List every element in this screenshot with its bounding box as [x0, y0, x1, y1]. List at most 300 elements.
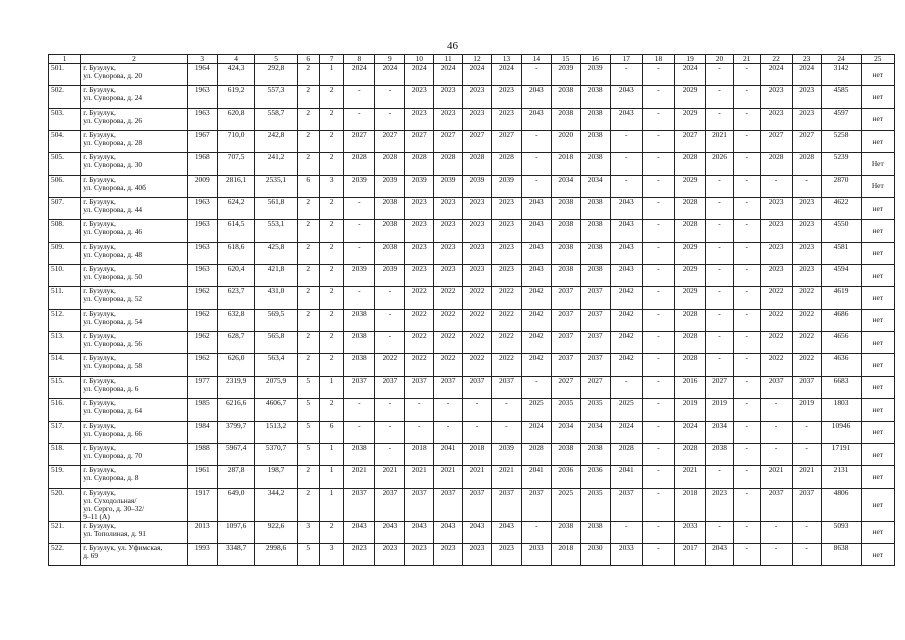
table-cell: 2033	[521, 543, 551, 565]
table-cell: 2319,9	[217, 376, 255, 398]
table-cell: 2	[319, 309, 343, 331]
table-cell: 5	[297, 376, 319, 398]
table-cell: 2037	[491, 376, 521, 398]
table-cell: 1963	[187, 242, 217, 264]
table-cell: 2	[297, 64, 319, 86]
row-number: 509.	[49, 242, 81, 264]
table-cell: 2037	[580, 287, 610, 309]
table-cell: 2029	[675, 108, 706, 130]
table-cell: 2030	[580, 543, 610, 565]
table-cell: 2022	[375, 354, 405, 376]
table-cell: 2	[297, 309, 319, 331]
table-cell: -	[642, 220, 674, 242]
table-cell: 2022	[405, 287, 434, 309]
table-cell: 2029	[675, 175, 706, 197]
table-cell: 2	[297, 198, 319, 220]
table-cell: 2023	[760, 86, 792, 108]
table-cell: 2	[319, 354, 343, 376]
table-cell: 6	[319, 421, 343, 443]
column-number: 23	[792, 55, 821, 64]
row-number: 517.	[49, 421, 81, 443]
row-number: 521.	[49, 521, 81, 543]
table-cell: -	[733, 376, 760, 398]
table-cell: 2043	[610, 198, 642, 220]
table-cell: 2038	[375, 198, 405, 220]
address-cell: г. Бузулук, ул. Суворова, д. 50	[81, 265, 188, 287]
table-cell: 2022	[491, 354, 521, 376]
table-cell: 242,8	[255, 131, 297, 153]
table-cell: 2023	[706, 488, 734, 521]
table-cell: 2038	[551, 86, 580, 108]
table-cell: 2037	[463, 488, 492, 521]
table-cell: 2021	[463, 466, 492, 488]
table-cell: 2028	[675, 309, 706, 331]
table-cell: -	[733, 108, 760, 130]
table-cell: 2023	[491, 242, 521, 264]
table-cell: 2038	[580, 220, 610, 242]
table-cell: 2022	[760, 354, 792, 376]
table-cell: 2042	[610, 309, 642, 331]
table-cell: 2998,6	[255, 543, 297, 565]
table-cell: -	[344, 108, 375, 130]
table-cell: -	[706, 354, 734, 376]
table-cell: -	[375, 309, 405, 331]
table-cell: 2037	[405, 376, 434, 398]
table-cell: -	[642, 153, 674, 175]
column-number: 16	[580, 55, 610, 64]
table-cell: 2038	[551, 108, 580, 130]
table-cell: 2038	[551, 443, 580, 465]
table-cell: 2023	[405, 198, 434, 220]
table-cell: 2	[319, 131, 343, 153]
table-cell: 1	[319, 64, 343, 86]
table-cell: нет	[861, 242, 894, 264]
table-cell: 2028	[610, 443, 642, 465]
table-cell: 2	[319, 108, 343, 130]
table-cell: 1993	[187, 543, 217, 565]
table-cell: 2037	[434, 376, 463, 398]
table-cell: 2043	[375, 521, 405, 543]
table-row	[49, 354, 895, 376]
table-cell: 2023	[405, 108, 434, 130]
table-cell: -	[706, 220, 734, 242]
table-cell: -	[405, 421, 434, 443]
table-cell: 2022	[434, 287, 463, 309]
table-cell: 2043	[405, 521, 434, 543]
table-row	[49, 287, 895, 309]
table-cell: 2037	[344, 488, 375, 521]
table-cell: 3142	[821, 64, 861, 86]
table-cell: -	[375, 443, 405, 465]
table-cell: 4581	[821, 242, 861, 264]
table-cell: 2029	[675, 265, 706, 287]
address-cell: г. Бузулук, ул. Суворова, д. 40б	[81, 175, 188, 197]
address-cell: г. Бузулук, ул. Суворова, д. 44	[81, 198, 188, 220]
row-number: 520.	[49, 488, 81, 521]
table-cell: 2043	[491, 521, 521, 543]
table-cell: 2021	[675, 466, 706, 488]
table-cell: 2042	[610, 287, 642, 309]
table-cell: 2028	[521, 443, 551, 465]
table-cell: 2042	[610, 332, 642, 354]
table-cell: 2023	[405, 220, 434, 242]
table-cell: 2022	[760, 287, 792, 309]
table-cell: нет	[861, 443, 894, 465]
table-cell: 2027	[706, 376, 734, 398]
table-cell: 2037	[580, 332, 610, 354]
table-cell: 2023	[434, 220, 463, 242]
row-number: 508.	[49, 220, 81, 242]
table-cell: 2043	[610, 265, 642, 287]
column-number: 5	[255, 55, 297, 64]
table-cell: 1963	[187, 86, 217, 108]
table-cell: 2018	[405, 443, 434, 465]
table-cell: 1513,2	[255, 421, 297, 443]
table-row	[49, 198, 895, 220]
table-cell: 2	[297, 488, 319, 521]
table-row	[49, 543, 895, 565]
table-cell: -	[610, 175, 642, 197]
table-cell: -	[491, 421, 521, 443]
table-cell: -	[610, 521, 642, 543]
column-number: 6	[297, 55, 319, 64]
table-cell: 4594	[821, 265, 861, 287]
table-cell: 1	[319, 376, 343, 398]
table-cell: 2816,1	[217, 175, 255, 197]
table-cell: 1097,6	[217, 521, 255, 543]
column-number: 25	[861, 55, 894, 64]
table-cell: -	[760, 521, 792, 543]
table-cell: нет	[861, 466, 894, 488]
table-cell: 2039	[344, 265, 375, 287]
table-cell: -	[792, 521, 821, 543]
table-cell: 2038	[580, 153, 610, 175]
table-cell: нет	[861, 488, 894, 521]
table-cell: нет	[861, 543, 894, 565]
column-number: 1	[49, 55, 81, 64]
table-cell: 2038	[344, 354, 375, 376]
table-cell: 2037	[344, 376, 375, 398]
table-cell: 425,8	[255, 242, 297, 264]
table-cell: 2043	[521, 198, 551, 220]
table-cell: -	[642, 521, 674, 543]
table-cell: нет	[861, 399, 894, 421]
table-cell: 2041	[434, 443, 463, 465]
table-cell: 2016	[675, 376, 706, 398]
table-cell: 2075,9	[255, 376, 297, 398]
table-cell: 2027	[375, 131, 405, 153]
table-cell: 2021	[792, 466, 821, 488]
table-cell: 565,8	[255, 332, 297, 354]
table-cell: 2039	[434, 175, 463, 197]
column-number: 12	[463, 55, 492, 64]
table-row	[49, 443, 895, 465]
table-cell: 2022	[463, 309, 492, 331]
column-number: 20	[706, 55, 734, 64]
table-cell: 632,8	[217, 309, 255, 331]
table-cell: 2	[297, 153, 319, 175]
table-cell: 2019	[706, 399, 734, 421]
table-cell: 2027	[792, 131, 821, 153]
table-cell: Нет	[861, 175, 894, 197]
table-cell: 2019	[792, 399, 821, 421]
table-cell: -	[733, 86, 760, 108]
row-number: 503.	[49, 108, 81, 130]
table-cell: 2021	[706, 131, 734, 153]
table-cell: 2870	[821, 175, 861, 197]
row-number: 522.	[49, 543, 81, 565]
table-cell: 2013	[187, 521, 217, 543]
address-cell: г. Бузулук, ул. Суворова, д. 52	[81, 287, 188, 309]
table-cell: нет	[861, 265, 894, 287]
table-cell: 2023	[405, 242, 434, 264]
table-cell: 4606,7	[255, 399, 297, 421]
table-cell: -	[706, 175, 734, 197]
address-cell: г. Бузулук, ул. Суворова, д. 28	[81, 131, 188, 153]
table-cell: 2028	[463, 153, 492, 175]
table-cell: 2	[297, 287, 319, 309]
table-cell: 710,0	[217, 131, 255, 153]
table-cell: 2038	[344, 443, 375, 465]
address-cell: г. Бузулук, ул. Суворова, д. 54	[81, 309, 188, 331]
table-cell: нет	[861, 64, 894, 86]
table-cell: 2038	[344, 309, 375, 331]
table-cell: -	[521, 376, 551, 398]
table-cell: -	[706, 242, 734, 264]
table-cell: 292,8	[255, 64, 297, 86]
table-cell: 2043	[521, 265, 551, 287]
table-cell: 1968	[187, 153, 217, 175]
table-cell: 2	[319, 287, 343, 309]
table-cell: 2027	[491, 131, 521, 153]
table-cell: 1962	[187, 354, 217, 376]
table-cell: 2041	[521, 466, 551, 488]
column-number: 2	[81, 55, 188, 64]
table-cell: 2038	[580, 86, 610, 108]
table-cell: 2024	[463, 64, 492, 86]
address-cell: г. Бузулук, ул. Суходольная/ ул. Серго, д. 30–32/ 9–11 (А)	[81, 488, 188, 521]
table-cell: 2021	[760, 466, 792, 488]
row-number: 501.	[49, 64, 81, 86]
table-cell: -	[706, 521, 734, 543]
table-cell: 2035	[580, 488, 610, 521]
table-cell: 5258	[821, 131, 861, 153]
table-cell: 2022	[405, 309, 434, 331]
table-cell: 2043	[706, 543, 734, 565]
table-cell: 241,2	[255, 153, 297, 175]
table-cell: 1963	[187, 198, 217, 220]
table-cell: -	[642, 131, 674, 153]
table-cell: 2023	[463, 265, 492, 287]
table-cell: 2028	[491, 153, 521, 175]
address-cell: г. Бузулук, ул. Суворова, д. 64	[81, 399, 188, 421]
table-cell: 2023	[491, 86, 521, 108]
table-cell: 2021	[434, 466, 463, 488]
table-cell: -	[733, 242, 760, 264]
table-cell: 2023	[434, 108, 463, 130]
table-cell: 2023	[405, 543, 434, 565]
table-cell: 2038	[580, 242, 610, 264]
table-cell: 4686	[821, 309, 861, 331]
table-cell: 2043	[344, 521, 375, 543]
table-cell: 558,7	[255, 108, 297, 130]
table-cell: -	[642, 242, 674, 264]
column-number: 13	[491, 55, 521, 64]
table-cell: 2037	[551, 309, 580, 331]
column-number: 7	[319, 55, 343, 64]
table-cell: -	[642, 332, 674, 354]
column-number: 24	[821, 55, 861, 64]
table-cell: 287,8	[217, 466, 255, 488]
table-cell: 2022	[434, 354, 463, 376]
table-cell: 628,7	[217, 332, 255, 354]
table-cell: 2	[319, 153, 343, 175]
table-cell: -	[733, 64, 760, 86]
table-cell: -	[344, 399, 375, 421]
table-cell: -	[733, 332, 760, 354]
table-cell: 3799,7	[217, 421, 255, 443]
table-cell: нет	[861, 332, 894, 354]
table-cell: 2023	[375, 543, 405, 565]
table-cell: 3	[319, 175, 343, 197]
table-cell: 2036	[580, 466, 610, 488]
table-cell: 2039	[405, 175, 434, 197]
table-cell: -	[405, 399, 434, 421]
address-cell: г. Бузулук, ул. Суворова, д. 70	[81, 443, 188, 465]
table-cell: 6216,6	[217, 399, 255, 421]
table-cell: -	[733, 399, 760, 421]
table-cell: 2023	[491, 108, 521, 130]
table-cell: 2037	[375, 488, 405, 521]
table-cell: 614,5	[217, 220, 255, 242]
table-cell: -	[610, 131, 642, 153]
table-cell: 2027	[580, 376, 610, 398]
table-cell: 553,1	[255, 220, 297, 242]
table-cell: 2042	[521, 287, 551, 309]
table-cell: -	[760, 399, 792, 421]
row-number: 519.	[49, 466, 81, 488]
table-cell: -	[344, 198, 375, 220]
table-cell: 2023	[463, 108, 492, 130]
table-cell: -	[375, 108, 405, 130]
table-cell: 1963	[187, 220, 217, 242]
table-cell: 2023	[491, 198, 521, 220]
table-cell: 2038	[706, 443, 734, 465]
table-cell: 2037	[610, 488, 642, 521]
table-cell: -	[792, 421, 821, 443]
table-cell: 2018	[551, 153, 580, 175]
table-row	[49, 332, 895, 354]
table-cell: 2038	[580, 131, 610, 153]
table-cell: 2038	[580, 443, 610, 465]
table-cell: 2028	[434, 153, 463, 175]
table-cell: 2024	[610, 421, 642, 443]
table-cell: 2022	[792, 354, 821, 376]
table-row	[49, 108, 895, 130]
table-cell: -	[375, 399, 405, 421]
table-cell: 2037	[491, 488, 521, 521]
table-cell: -	[733, 220, 760, 242]
table-cell: 1984	[187, 421, 217, 443]
table-cell: 2	[297, 108, 319, 130]
row-number: 518.	[49, 443, 81, 465]
table-cell: 2024	[675, 421, 706, 443]
table-cell: 2	[297, 354, 319, 376]
table-cell: 2024	[344, 64, 375, 86]
table-cell: 2023	[760, 220, 792, 242]
table-cell: 2018	[675, 488, 706, 521]
table-cell: 2023	[792, 108, 821, 130]
table-cell: 4622	[821, 198, 861, 220]
table-cell: 2023	[491, 265, 521, 287]
table-cell: 2037	[580, 309, 610, 331]
table-cell: 2023	[463, 86, 492, 108]
table-cell: 2037	[760, 376, 792, 398]
table-cell: 5	[297, 543, 319, 565]
table-cell: -	[610, 153, 642, 175]
table-cell: 2023	[792, 86, 821, 108]
table-cell: 2038	[344, 332, 375, 354]
table-row	[49, 466, 895, 488]
table-cell: -	[463, 399, 492, 421]
row-number: 513.	[49, 332, 81, 354]
table-cell: 1962	[187, 309, 217, 331]
table-cell: нет	[861, 198, 894, 220]
table-cell: -	[642, 376, 674, 398]
table-cell: 649,0	[217, 488, 255, 521]
table-cell: 4619	[821, 287, 861, 309]
table-cell: 2038	[551, 220, 580, 242]
table-cell: 1977	[187, 376, 217, 398]
table-cell: 2028	[675, 354, 706, 376]
table-cell: 2039	[491, 443, 521, 465]
table-cell: 2034	[580, 175, 610, 197]
table-cell: 922,6	[255, 521, 297, 543]
address-cell: г. Бузулук, ул. Суворова, д. 30	[81, 153, 188, 175]
address-cell: г. Бузулук, ул. Тополиная, д. 91	[81, 521, 188, 543]
table-cell: 2023	[760, 265, 792, 287]
table-cell: 2023	[405, 86, 434, 108]
table-row	[49, 242, 895, 264]
table-cell: -	[642, 198, 674, 220]
table-cell: 4656	[821, 332, 861, 354]
table-cell: 2029	[675, 86, 706, 108]
table-cell: 424,3	[217, 64, 255, 86]
table-cell: -	[733, 198, 760, 220]
table-cell: нет	[861, 521, 894, 543]
table-cell: 1	[319, 466, 343, 488]
table-cell: 2038	[551, 198, 580, 220]
table-cell: 1	[319, 443, 343, 465]
table-cell: 2037	[760, 488, 792, 521]
table-cell: -	[733, 175, 760, 197]
table-cell: 626,0	[217, 354, 255, 376]
table-cell: 2022	[491, 332, 521, 354]
table-cell: 431,0	[255, 287, 297, 309]
column-number: 14	[521, 55, 551, 64]
table-cell: 2028	[675, 332, 706, 354]
table-cell: 2018	[551, 543, 580, 565]
table-cell: -	[642, 354, 674, 376]
table-cell: -	[375, 287, 405, 309]
table-cell: 4597	[821, 108, 861, 130]
table-cell: 2038	[551, 521, 580, 543]
table-cell: 17191	[821, 443, 861, 465]
table-cell: 2018	[463, 443, 492, 465]
table-cell: -	[760, 543, 792, 565]
row-number: 506.	[49, 175, 81, 197]
table-cell: нет	[861, 421, 894, 443]
